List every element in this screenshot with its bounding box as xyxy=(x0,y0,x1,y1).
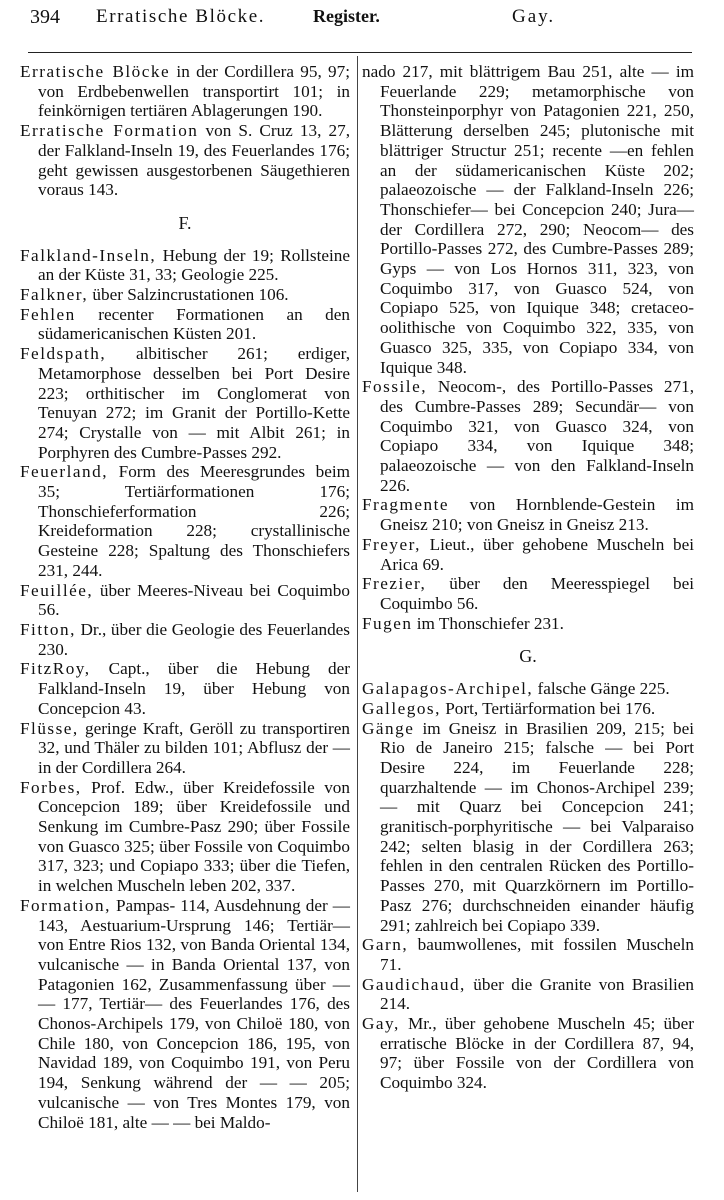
entry-text: in der Cordillera 95, 97; von Erdbebenwellen transportirt 101; in feinkörnigen tertiären Ablagerungen 190. xyxy=(38,62,350,121)
left-entries-e xyxy=(20,62,350,200)
entry-text: über den Meeresspiegel bei Coquimbo 56. xyxy=(380,574,694,613)
right-entries-g xyxy=(362,679,694,1093)
entry-text: Lieut., über gehobene Muscheln bei Arica 69. xyxy=(380,534,694,574)
index-entry xyxy=(362,719,694,936)
index-entry xyxy=(20,581,350,620)
section-letter-g: G. xyxy=(519,646,537,667)
right-entries-f xyxy=(362,62,694,633)
page-number: 394 xyxy=(30,6,60,28)
entry-text: Dr., über die Geologie des Feuerlandes 230. xyxy=(38,619,350,659)
left-entries-f xyxy=(20,246,350,1133)
index-entry xyxy=(362,495,694,534)
entry-text: albitischer 261; erdiger, Metamorphose desselben bei Port Desire 223; orthitischer im Conglomerat von Tenuyan 272; im Granit der Portillo-Kette 274; Crystalle von — mit Albit 261; in Porphyren des Cumbre-Passes 292. xyxy=(38,344,350,462)
column-divider xyxy=(357,56,358,1192)
index-entry xyxy=(362,62,694,377)
entry-keyword: Freyer, xyxy=(362,534,421,554)
entry-text: recenter Formationen an den südamericanischen Küsten 201. xyxy=(38,304,350,344)
right-column xyxy=(362,62,694,1093)
entry-keyword: Falkland-Inseln, xyxy=(20,245,157,265)
index-entry xyxy=(20,62,350,121)
entry-keyword: Garn, xyxy=(362,935,409,955)
entry-keyword: Fossile, xyxy=(362,377,428,397)
index-entry xyxy=(20,719,350,778)
entry-text: Hebung der 19; Rollsteine an der Küste 31, 33; Geologie 225. xyxy=(38,245,350,285)
entry-text: geringe Kraft, Geröll zu transportiren 32, und Thäler zu bilden 101; Abflusz der — in der Cordillera 264. xyxy=(38,718,350,777)
index-entry xyxy=(20,620,350,659)
entry-keyword: Gänge xyxy=(362,718,415,738)
entry-text: Capt., über die Hebung der Falkland-Inseln 19, über Hebung von Concepcion 43. xyxy=(38,659,350,718)
index-entry xyxy=(20,305,350,344)
entry-text: falsche Gänge 225. xyxy=(533,679,670,699)
entry-keyword: Forbes, xyxy=(20,777,82,797)
index-entry xyxy=(20,344,350,462)
entry-text: nado 217, mit blättrigem Bau 251, alte — im Feuerlande 229; metamorphische von Thonsteinporphyr von Patagonien 221, 250, Blätterung derselben 245; plutonische mit blättriger Structur 251; recente —en fehlen an der südamericanischen Küste 202; palaeozoische — der Falkland-Inseln 226; Thonschiefer— bei Concepcion 240; Jura— der Cordillera 272, 290; Neocom— des Portillo-Passes 272, des Cumbre-Passes 289; Gyps — von Los Hornos 311, 323, von Coquimbo 317, von Guasco 524, von Copiapo 525, von Iquique 348; cretaceo-oolithische von Coquimbo 322, 335, von Guasco 325, 335, von Copiapo 334, von Iquique 348. xyxy=(362,62,694,377)
entry-text: von S. Cruz 13, 27, der Falkland-Inseln 19, des Feuerlandes 176; geht gewissen ausgestorbenen Säugethieren voraus 143. xyxy=(38,121,351,200)
entry-keyword: Fehlen xyxy=(20,304,76,324)
page-header xyxy=(0,0,724,40)
index-entry xyxy=(362,975,694,1014)
header-rule xyxy=(28,52,692,53)
index-entry xyxy=(362,679,694,699)
entry-keyword: Feuerland, xyxy=(20,462,109,482)
index-entry xyxy=(20,121,350,200)
entry-keyword: FitzRoy, xyxy=(20,659,91,679)
entry-text: baumwollenes, mit fossilen Muscheln 71. xyxy=(380,935,694,974)
entry-keyword: Falkner, xyxy=(20,285,89,305)
index-entry xyxy=(362,614,694,634)
entry-keyword: Fragmente xyxy=(362,495,450,515)
entry-text: Neocom-, des Portillo-Passes 271, des Cumbre-Passes 289; Secundär— von Coquimbo 321, von Guasco 324, von Copiapo 334, von Iquique 348; palaeozoische — von den Falkland-Inseln 226. xyxy=(380,377,694,495)
index-entry xyxy=(362,699,694,719)
index-entry xyxy=(362,574,694,613)
index-entry xyxy=(362,535,694,574)
entry-keyword: Erratische Blöcke xyxy=(20,62,171,81)
entry-text: Mr., über gehobene Muscheln 45; über erratische Blöcke in der Cordillera 87, 94, 97; über Fossile von der Cordillera von Coquimbo 324. xyxy=(380,1014,694,1093)
entry-keyword: Galapagos-Archipel, xyxy=(362,679,534,699)
entry-text: Prof. Edw., über Kreidefossile von Concepcion 189; über Kreidefossile und Senkung im Cumbre-Pasz 290; über Fossile von Guasco 325; über Fossile von Coquimbo 317, 323; und Copiapo 333; über die Tiefen, in welchen Muscheln leben 202, 337. xyxy=(38,777,350,896)
entry-text: über die Granite von Brasilien 214. xyxy=(380,974,694,1014)
entry-keyword: Gallegos, xyxy=(362,698,441,718)
entry-keyword: Fitton, xyxy=(20,619,76,639)
entry-keyword: Feldspath, xyxy=(20,344,107,364)
entry-text: Form des Meeresgrundes beim 35; Tertiärformationen 176; Thonschieferformation 226; Kreideformation 228; crystallinische Gesteine 228; Spaltung des Thonschiefers 231, 244. xyxy=(38,462,350,580)
entry-text: Pampas- 114, Ausdehnung der — 143, Aestuarium-Ursprung 146; Tertiär— von Entre Rios 132, von Banda Oriental 134, vulcanische — in Banda Oriental 137, von Patagonien 162, Zusammenfassung über — — 177, Tertiär— des Feuerlandes 176, des Chonos-Archipels 179, von Chiloë 180, von Chile 180, von Concepcion 186, 195, von Navidad 189, von Coquimbo 191, von Peru 194, Senkung während der — — 205; vulcanische — von Tres Montes 179, von Chiloë 181, alte — — bei Maldo- xyxy=(38,895,350,1132)
index-entry xyxy=(20,659,350,718)
entry-keyword: Erratische Formation xyxy=(20,121,199,141)
entry-keyword: Fugen xyxy=(362,613,413,633)
running-title: Erratische Blöcke. xyxy=(96,6,266,27)
index-entry xyxy=(20,285,350,305)
section-label: Register. xyxy=(313,6,380,26)
entry-keyword: Frezier, xyxy=(362,574,427,594)
entry-keyword: Formation, xyxy=(20,895,111,915)
index-entry xyxy=(20,462,350,580)
index-entry xyxy=(20,778,350,896)
section-letter-f: F. xyxy=(178,212,192,233)
left-column xyxy=(20,62,350,1132)
index-entry xyxy=(362,935,694,974)
entry-keyword: Gaudichaud, xyxy=(362,974,466,994)
index-entry xyxy=(362,377,694,495)
entry-text: Port, Tertiärformation bei 176. xyxy=(440,698,656,718)
entry-keyword: Gay, xyxy=(362,1014,400,1034)
entry-text: über Meeres-Niveau bei Coquimbo 56. xyxy=(38,580,350,620)
entry-text: im Gneisz in Brasilien 209, 215; bei Rio de Janeiro 215; falsche — bei Port Desire 224, im Feuerlande 228; quarzhaltende — im Chonos-Archipel 239; — mit Quarz bei Concepcion 241; granitisch-porphyritische — bei Valparaiso 242; selten blasig in der Cordillera 263; fehlen in den centralen Rücken des Portillo-Passes 270, mit Quarzkörnern im Portillo-Pasz 276; durchschneiden einander häufig 291; zahlreich bei Copiapo 339. xyxy=(380,718,694,935)
entry-text: im Thonschiefer 231. xyxy=(412,613,564,633)
catchword: Gay. xyxy=(512,6,556,27)
index-entry xyxy=(362,1014,694,1093)
entry-text: von Hornblende-Gestein im Gneisz 210; von Gneisz in Gneisz 213. xyxy=(380,495,694,535)
entry-text: über Salzincrustationen 106. xyxy=(88,285,289,305)
index-entry xyxy=(20,246,350,285)
entry-keyword: Feuillée, xyxy=(20,580,94,600)
entry-keyword: Flüsse, xyxy=(20,718,79,738)
index-entry xyxy=(20,896,350,1132)
